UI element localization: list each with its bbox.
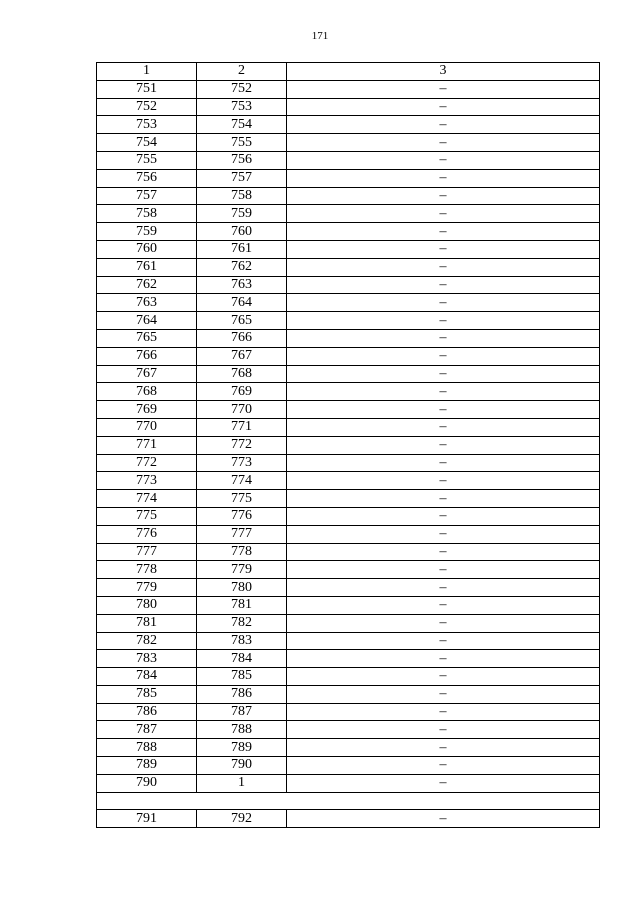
col-1-cell: 757 xyxy=(97,187,197,205)
col-2-cell: 756 xyxy=(197,151,287,169)
col-3-cell: – xyxy=(287,240,600,258)
col-1-cell: 776 xyxy=(97,525,197,543)
col-3-cell: – xyxy=(287,383,600,401)
col-3-cell: – xyxy=(287,561,600,579)
table-row xyxy=(97,543,600,561)
page-number: 171 xyxy=(311,30,329,42)
table-row xyxy=(97,223,600,241)
col-1-cell: 765 xyxy=(97,329,197,347)
table-row xyxy=(97,774,600,792)
col-3-cell: – xyxy=(287,312,600,330)
col-3-cell: – xyxy=(287,685,600,703)
col-1-cell: 753 xyxy=(97,116,197,134)
col-3-cell: – xyxy=(287,596,600,614)
table-row xyxy=(97,294,600,312)
col-1-cell: 772 xyxy=(97,454,197,472)
table-row xyxy=(97,436,600,454)
col-1-cell: 769 xyxy=(97,401,197,419)
table-header-row xyxy=(97,63,600,81)
table-row xyxy=(97,276,600,294)
col-1-cell: 779 xyxy=(97,579,197,597)
col-3-cell: – xyxy=(287,454,600,472)
table-row xyxy=(97,472,600,490)
col-1-cell: 783 xyxy=(97,650,197,668)
table-blank-row xyxy=(97,792,600,810)
table-row xyxy=(97,187,600,205)
col-2-cell: 763 xyxy=(197,276,287,294)
table-row xyxy=(97,169,600,187)
col-3-cell: – xyxy=(287,543,600,561)
col-1-cell: 790 xyxy=(97,774,197,792)
col-2-cell: 770 xyxy=(197,401,287,419)
col-3-cell: – xyxy=(287,472,600,490)
table-row xyxy=(97,668,600,686)
col-3-cell: – xyxy=(287,650,600,668)
col-3-cell: – xyxy=(287,151,600,169)
col-1-cell: 752 xyxy=(97,98,197,116)
col-1-cell: 784 xyxy=(97,668,197,686)
col-3-cell: – xyxy=(287,490,600,508)
col-2-cell: 769 xyxy=(197,383,287,401)
col-1-cell: 768 xyxy=(97,383,197,401)
col-2-cell: 755 xyxy=(197,134,287,152)
table-body xyxy=(97,80,600,827)
col-2-cell: 784 xyxy=(197,650,287,668)
col-2-cell: 760 xyxy=(197,223,287,241)
column-header-2: 2 xyxy=(197,63,287,81)
col-3-cell: – xyxy=(287,418,600,436)
col-3-cell: – xyxy=(287,187,600,205)
col-3-cell: – xyxy=(287,116,600,134)
col-1-cell: 751 xyxy=(97,80,197,98)
table-row xyxy=(97,507,600,525)
col-1-cell: 755 xyxy=(97,151,197,169)
col-3-cell: – xyxy=(287,721,600,739)
column-header-1: 1 xyxy=(97,63,197,81)
col-2-cell: 792 xyxy=(197,810,287,828)
col-3-cell: – xyxy=(287,436,600,454)
table-row xyxy=(97,134,600,152)
col-2-cell: 758 xyxy=(197,187,287,205)
table-row xyxy=(97,739,600,757)
table-row xyxy=(97,596,600,614)
col-2-cell: 753 xyxy=(197,98,287,116)
col-1-cell: 791 xyxy=(97,810,197,828)
blank-cell xyxy=(97,792,600,810)
col-2-cell: 777 xyxy=(197,525,287,543)
col-3-cell: – xyxy=(287,739,600,757)
col-2-cell: 1 xyxy=(197,774,287,792)
data-table xyxy=(96,62,600,828)
table-row xyxy=(97,614,600,632)
col-3-cell: – xyxy=(287,258,600,276)
table-row xyxy=(97,454,600,472)
col-1-cell: 761 xyxy=(97,258,197,276)
table-row xyxy=(97,116,600,134)
col-2-cell: 772 xyxy=(197,436,287,454)
col-2-cell: 780 xyxy=(197,579,287,597)
table-row xyxy=(97,80,600,98)
col-1-cell: 760 xyxy=(97,240,197,258)
col-3-cell: – xyxy=(287,80,600,98)
table-row xyxy=(97,757,600,775)
col-2-cell: 762 xyxy=(197,258,287,276)
col-1-cell: 782 xyxy=(97,632,197,650)
col-1-cell: 763 xyxy=(97,294,197,312)
table-row xyxy=(97,490,600,508)
col-2-cell: 790 xyxy=(197,757,287,775)
col-2-cell: 788 xyxy=(197,721,287,739)
col-1-cell: 787 xyxy=(97,721,197,739)
table-row xyxy=(97,810,600,828)
col-1-cell: 778 xyxy=(97,561,197,579)
col-1-cell: 773 xyxy=(97,472,197,490)
col-2-cell: 774 xyxy=(197,472,287,490)
col-2-cell: 786 xyxy=(197,685,287,703)
col-2-cell: 757 xyxy=(197,169,287,187)
col-2-cell: 768 xyxy=(197,365,287,383)
col-1-cell: 771 xyxy=(97,436,197,454)
col-1-cell: 780 xyxy=(97,596,197,614)
table-row xyxy=(97,347,600,365)
table-row xyxy=(97,579,600,597)
col-1-cell: 789 xyxy=(97,757,197,775)
col-3-cell: – xyxy=(287,347,600,365)
col-1-cell: 758 xyxy=(97,205,197,223)
col-1-cell: 774 xyxy=(97,490,197,508)
col-1-cell: 759 xyxy=(97,223,197,241)
col-2-cell: 752 xyxy=(197,80,287,98)
table-row xyxy=(97,312,600,330)
col-3-cell: – xyxy=(287,365,600,383)
col-2-cell: 773 xyxy=(197,454,287,472)
col-3-cell: – xyxy=(287,294,600,312)
col-1-cell: 767 xyxy=(97,365,197,383)
table-row xyxy=(97,205,600,223)
col-3-cell: – xyxy=(287,614,600,632)
col-3-cell: – xyxy=(287,774,600,792)
col-3-cell: – xyxy=(287,579,600,597)
table-row xyxy=(97,685,600,703)
col-2-cell: 789 xyxy=(197,739,287,757)
col-3-cell: – xyxy=(287,98,600,116)
col-1-cell: 766 xyxy=(97,347,197,365)
col-3-cell: – xyxy=(287,703,600,721)
col-2-cell: 782 xyxy=(197,614,287,632)
col-2-cell: 771 xyxy=(197,418,287,436)
table-row xyxy=(97,383,600,401)
col-2-cell: 767 xyxy=(197,347,287,365)
col-2-cell: 765 xyxy=(197,312,287,330)
col-1-cell: 785 xyxy=(97,685,197,703)
col-2-cell: 785 xyxy=(197,668,287,686)
col-1-cell: 775 xyxy=(97,507,197,525)
col-2-cell: 779 xyxy=(197,561,287,579)
col-3-cell: – xyxy=(287,401,600,419)
col-3-cell: – xyxy=(287,205,600,223)
col-1-cell: 770 xyxy=(97,418,197,436)
col-2-cell: 776 xyxy=(197,507,287,525)
col-1-cell: 764 xyxy=(97,312,197,330)
table-row xyxy=(97,721,600,739)
table-row xyxy=(97,418,600,436)
col-3-cell: – xyxy=(287,507,600,525)
col-3-cell: – xyxy=(287,810,600,828)
table-row xyxy=(97,401,600,419)
col-3-cell: – xyxy=(287,276,600,294)
col-2-cell: 766 xyxy=(197,329,287,347)
col-3-cell: – xyxy=(287,223,600,241)
col-3-cell: – xyxy=(287,668,600,686)
col-1-cell: 786 xyxy=(97,703,197,721)
col-3-cell: – xyxy=(287,757,600,775)
col-2-cell: 778 xyxy=(197,543,287,561)
col-2-cell: 787 xyxy=(197,703,287,721)
col-1-cell: 781 xyxy=(97,614,197,632)
table-row xyxy=(97,365,600,383)
table-row xyxy=(97,703,600,721)
table-row xyxy=(97,329,600,347)
table-row xyxy=(97,650,600,668)
col-1-cell: 777 xyxy=(97,543,197,561)
col-2-cell: 775 xyxy=(197,490,287,508)
table-row xyxy=(97,525,600,543)
col-2-cell: 764 xyxy=(197,294,287,312)
table-row xyxy=(97,632,600,650)
col-1-cell: 762 xyxy=(97,276,197,294)
table-row xyxy=(97,258,600,276)
col-2-cell: 761 xyxy=(197,240,287,258)
col-3-cell: – xyxy=(287,632,600,650)
table-row xyxy=(97,98,600,116)
col-2-cell: 781 xyxy=(197,596,287,614)
column-header-3: 3 xyxy=(287,63,600,81)
col-2-cell: 754 xyxy=(197,116,287,134)
table-row xyxy=(97,240,600,258)
col-3-cell: – xyxy=(287,525,600,543)
col-1-cell: 788 xyxy=(97,739,197,757)
col-3-cell: – xyxy=(287,329,600,347)
col-1-cell: 756 xyxy=(97,169,197,187)
col-3-cell: – xyxy=(287,169,600,187)
col-2-cell: 783 xyxy=(197,632,287,650)
col-1-cell: 754 xyxy=(97,134,197,152)
table-row xyxy=(97,561,600,579)
table-row xyxy=(97,151,600,169)
col-3-cell: – xyxy=(287,134,600,152)
col-2-cell: 759 xyxy=(197,205,287,223)
